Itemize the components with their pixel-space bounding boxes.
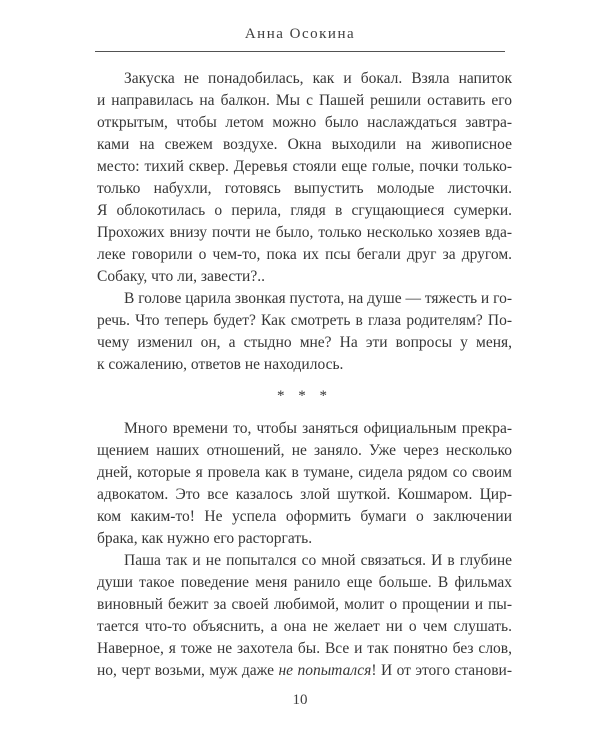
page-footer: [0, 691, 600, 709]
text-line: В голове царила звонкая пустота, на душе — тяжесть и го-: [124, 290, 512, 307]
paragraph: [97, 550, 512, 682]
text-line: дней, которые я провела как в тумане, сидела рядом со своим: [97, 464, 512, 481]
italic-phrase: не попытался: [278, 662, 372, 679]
text-line: к сожалению, ответов не находилось.: [97, 356, 344, 373]
header-rule: [95, 51, 505, 52]
text-line: тается что-то объяснить, а она не желает ни о чем слушать.: [97, 618, 512, 635]
page-number: 10: [292, 692, 308, 708]
text-line: но, черт возьми, муж даже не попытался! И от этого станови-: [97, 662, 513, 679]
text-line: Закуска не понадобилась, как и бокал. Взяла напиток: [124, 70, 512, 87]
page-header: [0, 0, 600, 52]
paragraph: [97, 68, 512, 288]
text-line: Собаку, что ли, завести?..: [97, 268, 265, 285]
text-line: и направилась на балкон. Мы с Пашей решили оставить его: [97, 92, 512, 109]
text-line: Я облокотилась о перила, глядя в сгущающиеся сумерки.: [97, 202, 512, 219]
text-line: Много времени то, чтобы заняться официальным прекра-: [124, 420, 512, 437]
text-line: ком каким-то! Не успела оформить бумаги о заключении: [97, 508, 512, 525]
paragraph: [97, 288, 512, 376]
text-line: Прохожих внизу почти не было, только несколько хозяев вда-: [97, 224, 512, 241]
text-line: брака, как нужно его расторгать.: [97, 530, 313, 547]
text-line: щением наших отношений, не заняло. Уже через несколько: [97, 442, 512, 459]
text-line: Паша так и не попытался со мной связаться. И в глубине: [124, 552, 512, 569]
text-line: леке говорили о чем-то, пока их псы бегали друг за другом.: [97, 246, 512, 263]
page-body: [97, 68, 512, 682]
text-line: виновный бежит за своей любимой, молит о прощении и пы-: [97, 596, 512, 613]
text-line: речь. Что теперь будет? Как смотреть в глаза родителям? По-: [97, 312, 512, 329]
text-line: адвокатом. Это все казалось злой шуткой. Кошмаром. Цир-: [97, 486, 512, 503]
text-line: души такое поведение меня ранило еще больше. В фильмах: [97, 574, 512, 591]
paragraph: [97, 418, 512, 550]
section-separator: * * *: [277, 388, 332, 404]
running-header-author: Анна Осокина: [244, 26, 356, 42]
text-line: только набухли, готовясь выпустить молодые листочки.: [97, 180, 512, 197]
text-line: место: тихий сквер. Деревья стояли еще голые, почки только-: [97, 158, 512, 175]
text-line: чему изменил он, а стыдно мне? На эти вопросы у меня,: [97, 334, 512, 351]
text-line: ками на свежем воздухе. Окна выходили на живописное: [97, 136, 512, 153]
text-line: Наверное, я тоже не захотела бы. Все и так понятно без слов,: [97, 640, 512, 657]
text-line: открытым, чтобы летом можно было наслаждаться завтра-: [97, 114, 512, 131]
